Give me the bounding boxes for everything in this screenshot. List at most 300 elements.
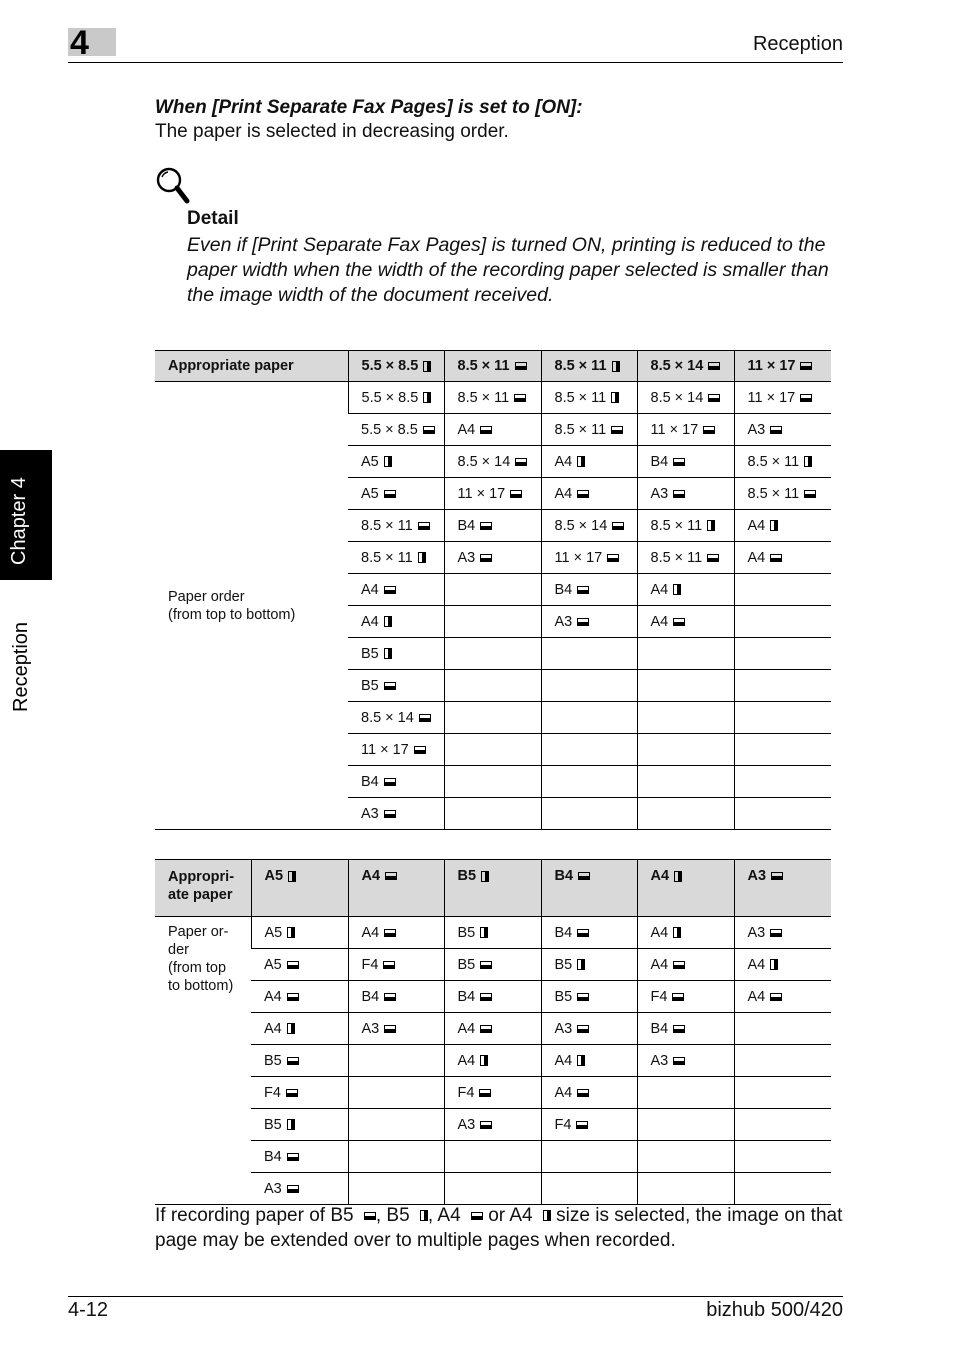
table-cell	[251, 917, 348, 949]
landscape-orientation-icon	[770, 426, 782, 434]
table-cell	[348, 670, 444, 702]
table-cell	[348, 734, 444, 766]
paper-size-text: A4	[361, 868, 381, 884]
paper-size-text: A4	[747, 549, 766, 566]
table-cell	[637, 478, 734, 510]
table-row	[155, 949, 831, 981]
paper-size-text: A3	[457, 549, 476, 566]
table-cell	[444, 798, 541, 830]
table-cell	[637, 949, 734, 981]
table-cell	[444, 478, 541, 510]
table-cell	[637, 670, 734, 702]
table-cell	[734, 917, 831, 949]
table-cell	[734, 382, 831, 414]
landscape-orientation-icon	[707, 554, 719, 562]
paper-size-text: A4	[650, 868, 670, 884]
table-cell	[541, 702, 637, 734]
table-cell	[637, 1077, 734, 1109]
landscape-orientation-icon	[576, 1121, 588, 1129]
portrait-orientation-icon	[481, 871, 489, 882]
table-cell	[734, 670, 831, 702]
table-cell	[541, 1141, 637, 1173]
table-corner-header: Appropriate paper	[155, 351, 348, 382]
table-cell	[541, 382, 637, 414]
table-cell	[348, 606, 444, 638]
paper-size-text: B4	[650, 1020, 669, 1037]
paper-size-text: A5	[264, 956, 282, 973]
table-cell	[541, 446, 637, 478]
portrait-orientation-icon	[423, 361, 431, 372]
paper-size-text: A4	[361, 613, 379, 630]
paper-size-text: A5	[264, 868, 284, 884]
table-cell	[251, 1013, 348, 1045]
portrait-orientation-icon	[674, 871, 682, 882]
table-cell	[637, 766, 734, 798]
landscape-orientation-icon	[364, 1212, 376, 1220]
intro-text: The paper is selected in decreasing order.	[155, 121, 509, 142]
landscape-orientation-icon	[708, 362, 720, 370]
table-cell	[637, 414, 734, 446]
paper-size-text: A4	[457, 1020, 476, 1037]
landscape-orientation-icon	[480, 961, 492, 969]
paper-size-text: A4	[457, 1052, 476, 1069]
table-cell	[444, 670, 541, 702]
table-cell	[348, 1141, 444, 1173]
table-cell	[348, 1173, 444, 1205]
landscape-orientation-icon	[770, 929, 782, 937]
portrait-orientation-icon	[770, 959, 778, 970]
column-header	[444, 860, 541, 917]
landscape-orientation-icon	[607, 554, 619, 562]
landscape-orientation-icon	[287, 961, 299, 969]
paper-size-text: 8.5 × 11	[650, 517, 703, 534]
header-divider	[68, 62, 843, 63]
table-cell	[637, 734, 734, 766]
landscape-orientation-icon	[286, 1089, 298, 1097]
paper-size-text: A5	[361, 453, 379, 470]
paper-size-text: A3	[457, 1116, 476, 1133]
landscape-orientation-icon	[612, 522, 624, 530]
landscape-orientation-icon	[515, 362, 527, 370]
paper-size-text: A4	[650, 581, 669, 598]
table-cell	[541, 574, 637, 606]
table-cell	[444, 414, 541, 446]
paper-size-text: A4	[554, 1084, 573, 1101]
table-cell	[541, 1045, 637, 1077]
landscape-orientation-icon	[577, 490, 589, 498]
paper-size-text: A3	[650, 1052, 669, 1069]
column-header	[541, 860, 637, 917]
table-cell	[348, 478, 444, 510]
portrait-orientation-icon	[423, 392, 431, 403]
landscape-orientation-icon	[414, 746, 426, 754]
table-cell	[541, 1173, 637, 1205]
table-cell	[541, 638, 637, 670]
paper-size-text: A3	[554, 1020, 573, 1037]
table-cell	[348, 542, 444, 574]
paper-size-text: 8.5 × 11	[650, 549, 703, 566]
paper-size-text: B4	[650, 453, 669, 470]
table-cell	[541, 478, 637, 510]
portrait-orientation-icon	[612, 361, 620, 372]
table-cell	[444, 638, 541, 670]
table-cell	[541, 1013, 637, 1045]
paper-size-text: A3	[361, 805, 379, 822]
landscape-orientation-icon	[480, 1025, 492, 1033]
portrait-orientation-icon	[577, 1055, 585, 1066]
paper-size-text: B4	[361, 988, 380, 1005]
paper-size-text: 5.5 × 8.5	[361, 358, 419, 374]
table-row	[155, 1077, 831, 1109]
table-cell	[541, 981, 637, 1013]
portrait-orientation-icon	[707, 520, 715, 531]
table-cell	[348, 1045, 444, 1077]
table-cell	[348, 702, 444, 734]
paper-size-text: F4	[554, 1116, 572, 1133]
landscape-orientation-icon	[577, 929, 589, 937]
paper-size-text: B4	[264, 1148, 282, 1165]
landscape-orientation-icon	[423, 426, 435, 434]
landscape-orientation-icon	[419, 714, 431, 722]
table-cell	[348, 574, 444, 606]
table-cell	[444, 510, 541, 542]
paper-size-text: B5	[457, 956, 476, 973]
landscape-orientation-icon	[577, 1089, 589, 1097]
table-cell	[348, 1109, 444, 1141]
table-cell	[348, 798, 444, 830]
landscape-orientation-icon	[471, 1212, 483, 1220]
table-cell	[541, 510, 637, 542]
paper-size-text: 8.5 × 14	[650, 389, 704, 406]
table-cell	[734, 1045, 831, 1077]
section-subtitle: When [Print Separate Fax Pages] is set to [ON]:	[155, 97, 583, 118]
paper-size-text: A4	[361, 924, 380, 941]
column-header	[348, 351, 444, 382]
extension-note	[155, 1203, 845, 1253]
portrait-orientation-icon	[770, 520, 778, 531]
table-cell	[541, 606, 637, 638]
table-cell	[637, 382, 734, 414]
table-cell	[734, 414, 831, 446]
landscape-orientation-icon	[383, 961, 395, 969]
table-cell	[348, 949, 444, 981]
paper-size-text: A4	[747, 517, 766, 534]
paper-size-text: A3	[747, 868, 767, 884]
landscape-orientation-icon	[577, 586, 589, 594]
table-cell	[637, 981, 734, 1013]
table-cell	[637, 1173, 734, 1205]
table-cell	[637, 798, 734, 830]
table-cell	[637, 1141, 734, 1173]
table-cell	[734, 606, 831, 638]
portrait-orientation-icon	[480, 1055, 488, 1066]
table-cell	[541, 414, 637, 446]
table-row	[155, 1141, 831, 1173]
paper-size-text: B4	[554, 868, 574, 884]
detail-text: Even if [Print Separate Fax Pages] is turned ON, printing is reduced to the paper width when the width of the recording paper selected is smaller than the image width of the document received.	[187, 234, 829, 306]
paper-size-text: A3	[747, 924, 766, 941]
table-cell	[444, 1013, 541, 1045]
table-cell	[444, 1173, 541, 1205]
paper-size-text: B4	[554, 581, 573, 598]
table-cell	[637, 1013, 734, 1045]
paper-size-text: B4	[457, 988, 476, 1005]
paper-size-text: B5	[361, 677, 379, 694]
landscape-orientation-icon	[578, 872, 590, 880]
landscape-orientation-icon	[770, 554, 782, 562]
column-header	[734, 860, 831, 917]
table-cell	[541, 542, 637, 574]
paper-size-text: A4	[457, 421, 476, 438]
landscape-orientation-icon	[480, 426, 492, 434]
table-cell	[734, 1109, 831, 1141]
table-cell	[734, 574, 831, 606]
table-cell	[734, 1173, 831, 1205]
table-cell	[444, 1077, 541, 1109]
table-cell	[734, 478, 831, 510]
paper-size-text: 5.5 × 8.5	[361, 389, 419, 406]
paper-size-text: 8.5 × 14	[457, 453, 511, 470]
paper-size-text: 8.5 × 11	[361, 517, 413, 534]
paper-size-text: A4	[650, 613, 669, 630]
table-cell	[348, 1013, 444, 1045]
landscape-orientation-icon	[673, 1025, 685, 1033]
table-cell	[637, 1109, 734, 1141]
paper-size-text: A4	[747, 988, 766, 1005]
landscape-orientation-icon	[384, 993, 396, 1001]
landscape-orientation-icon	[800, 394, 812, 402]
paper-size-text: A5	[361, 485, 379, 502]
table-cell	[444, 446, 541, 478]
table-cell	[541, 949, 637, 981]
portrait-orientation-icon	[287, 927, 295, 938]
paper-size-text: 8.5 × 11	[361, 549, 413, 566]
column-header	[251, 860, 348, 917]
table-cell	[541, 1077, 637, 1109]
paper-size-text: B5	[457, 868, 477, 884]
landscape-orientation-icon	[287, 1153, 299, 1161]
table-cell	[734, 542, 831, 574]
landscape-orientation-icon	[672, 993, 684, 1001]
paper-size-text: B4	[554, 924, 573, 941]
landscape-orientation-icon	[611, 426, 623, 434]
table-cell	[734, 981, 831, 1013]
paper-size-text: A4	[747, 956, 766, 973]
landscape-orientation-icon	[385, 872, 397, 880]
paper-size-text: 8.5 × 14	[650, 358, 704, 374]
table-cell	[734, 1141, 831, 1173]
paper-size-text: 11 × 17	[554, 549, 603, 566]
table-cell	[251, 1077, 348, 1109]
column-header	[637, 860, 734, 917]
table-cell	[734, 734, 831, 766]
table-cell	[348, 446, 444, 478]
landscape-orientation-icon	[770, 993, 782, 1001]
paper-size-text: 8.5 × 14	[554, 517, 608, 534]
paper-size-text: B5	[457, 924, 476, 941]
paper-order-table-metric	[155, 859, 831, 1205]
paper-size-text: 8.5 × 11	[747, 485, 800, 502]
table-cell	[444, 1045, 541, 1077]
column-header	[734, 351, 831, 382]
table-cell	[637, 638, 734, 670]
paper-size-text: A4	[650, 956, 669, 973]
detail-label: Detail	[187, 208, 239, 229]
table-cell	[637, 917, 734, 949]
landscape-orientation-icon	[287, 993, 299, 1001]
table-cell	[348, 1077, 444, 1109]
table-cell	[348, 917, 444, 949]
table-cell	[444, 949, 541, 981]
paper-size-text: B5	[264, 1116, 282, 1133]
chapter-number: 4	[70, 24, 89, 62]
table-cell	[444, 917, 541, 949]
paper-order-table-inch	[155, 350, 831, 830]
portrait-orientation-icon	[418, 552, 426, 563]
table-cell	[734, 949, 831, 981]
table-cell	[251, 949, 348, 981]
landscape-orientation-icon	[287, 1057, 299, 1065]
table-cell	[637, 702, 734, 734]
side-tab-section-label: Reception	[10, 621, 32, 712]
landscape-orientation-icon	[577, 993, 589, 1001]
table-cell	[444, 382, 541, 414]
table-cell	[444, 766, 541, 798]
landscape-orientation-icon	[384, 929, 396, 937]
landscape-orientation-icon	[384, 778, 396, 786]
table-row	[155, 1013, 831, 1045]
landscape-orientation-icon	[577, 618, 589, 626]
paper-size-text: A4	[264, 1020, 282, 1037]
landscape-orientation-icon	[800, 362, 812, 370]
paper-size-text: A4	[554, 485, 573, 502]
table-cell	[541, 798, 637, 830]
portrait-orientation-icon	[420, 1210, 428, 1221]
paper-size-text: A5	[264, 924, 283, 941]
table-cell	[541, 670, 637, 702]
paper-size-text: A3	[747, 421, 766, 438]
table-cell	[251, 1045, 348, 1077]
landscape-orientation-icon	[771, 872, 783, 880]
portrait-orientation-icon	[287, 1023, 295, 1034]
landscape-orientation-icon	[480, 1121, 492, 1129]
table-row	[155, 981, 831, 1013]
table-cell	[251, 1141, 348, 1173]
paper-size-text: 11 × 17	[747, 389, 796, 406]
landscape-orientation-icon	[384, 490, 396, 498]
paper-size-text: A3	[361, 1020, 380, 1037]
landscape-orientation-icon	[673, 458, 685, 466]
table-cell	[541, 1109, 637, 1141]
table-cell	[444, 734, 541, 766]
table-cell	[348, 766, 444, 798]
landscape-orientation-icon	[480, 993, 492, 1001]
table-corner-header: Appropri- ate paper	[155, 860, 251, 917]
table-cell	[637, 1045, 734, 1077]
table-cell	[444, 574, 541, 606]
landscape-orientation-icon	[418, 522, 430, 530]
landscape-orientation-icon	[384, 1025, 396, 1033]
paper-size-text: 8.5 × 14	[361, 709, 414, 726]
table-cell	[637, 446, 734, 478]
paper-size-text: 11 × 17	[361, 741, 409, 758]
portrait-orientation-icon	[288, 871, 296, 882]
paper-size-text: F4	[361, 956, 379, 973]
landscape-orientation-icon	[515, 458, 527, 466]
paper-size-text: A4	[361, 581, 379, 598]
note-text-segment: If recording paper of B5	[155, 1205, 359, 1226]
paper-size-text: 11 × 17	[747, 358, 796, 374]
table-cell	[444, 981, 541, 1013]
landscape-orientation-icon	[384, 682, 396, 690]
landscape-orientation-icon	[384, 810, 396, 818]
table-cell	[637, 606, 734, 638]
table-cell	[734, 638, 831, 670]
portrait-orientation-icon	[673, 927, 681, 938]
paper-size-text: 8.5 × 11	[457, 389, 510, 406]
paper-size-text: F4	[650, 988, 668, 1005]
landscape-orientation-icon	[673, 961, 685, 969]
table-cell	[541, 766, 637, 798]
table-row	[155, 1109, 831, 1141]
landscape-orientation-icon	[673, 490, 685, 498]
table-cell	[637, 510, 734, 542]
table-row	[155, 382, 831, 414]
paper-size-text: B4	[361, 773, 379, 790]
landscape-orientation-icon	[514, 394, 526, 402]
paper-size-text: A4	[554, 1052, 573, 1069]
table-cell	[541, 917, 637, 949]
paper-size-text: 8.5 × 11	[554, 389, 607, 406]
note-text-segment: or A4	[482, 1205, 538, 1226]
table-row	[155, 917, 831, 949]
table-cell	[734, 1077, 831, 1109]
table-cell	[444, 1109, 541, 1141]
landscape-orientation-icon	[673, 618, 685, 626]
paper-size-text: 8.5 × 11	[554, 421, 607, 438]
paper-size-text: B5	[554, 988, 573, 1005]
table-cell	[734, 702, 831, 734]
table-cell	[348, 382, 444, 414]
side-tab-chapter-label: Chapter 4	[8, 477, 30, 565]
paper-size-text: F4	[457, 1084, 475, 1101]
landscape-orientation-icon	[673, 1057, 685, 1065]
page-number: 4-12	[68, 1299, 109, 1321]
landscape-orientation-icon	[577, 1025, 589, 1033]
landscape-orientation-icon	[479, 1089, 491, 1097]
table-cell	[444, 1141, 541, 1173]
portrait-orientation-icon	[384, 648, 392, 659]
landscape-orientation-icon	[510, 490, 522, 498]
paper-order-row-header: Paper order (from top to bottom)	[155, 382, 348, 830]
paper-size-text: F4	[264, 1084, 281, 1101]
paper-size-text: A4	[650, 924, 669, 941]
landscape-orientation-icon	[708, 394, 720, 402]
landscape-orientation-icon	[480, 522, 492, 530]
table-cell	[251, 1109, 348, 1141]
paper-size-text: B4	[457, 517, 476, 534]
table-cell	[251, 981, 348, 1013]
table-cell	[637, 542, 734, 574]
portrait-orientation-icon	[287, 1119, 295, 1130]
magnifier-icon	[155, 166, 191, 206]
portrait-orientation-icon	[384, 616, 392, 627]
table-cell	[348, 414, 444, 446]
note-text-segment: size is selected, the image on that page may be extended over to multiple pages when recorded.	[155, 1205, 843, 1251]
table-cell	[444, 702, 541, 734]
portrait-orientation-icon	[384, 456, 392, 467]
table-cell	[734, 1013, 831, 1045]
